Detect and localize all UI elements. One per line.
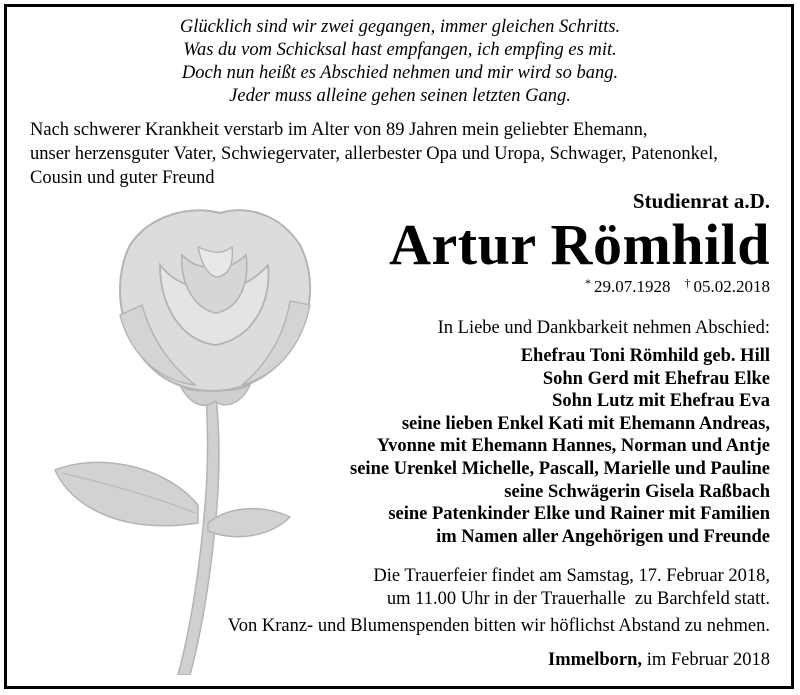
funeral-line: um 11.00 Uhr in der Trauerhalle zu Barchfeld statt. (386, 589, 770, 609)
poem-line: Jeder muss alleine gehen seinen letzten Gang. (229, 86, 571, 106)
mourner-line: seine lieben Enkel Kati mit Ehemann Andreas, (401, 413, 770, 434)
mourner-line: seine Urenkel Michelle, Pascall, Marielle und Pauline (350, 458, 770, 479)
intro-line: unser herzensguter Vater, Schwiegervater, allerbester Opa und Uropa, Schwager, Patenonkel, (30, 144, 718, 164)
farewell-line: In Liebe und Dankbarkeit nehmen Abschied: (437, 318, 770, 338)
poem-line: Was du vom Schicksal hast empfangen, ich empfing es mit. (183, 40, 617, 60)
poem-line: Doch nun heißt es Abschied nehmen und mir wird so bang. (181, 63, 619, 83)
mourner-line: Sohn Lutz mit Ehefrau Eva (552, 391, 770, 412)
mourners-list (350, 345, 770, 548)
death-symbol: † (684, 276, 691, 290)
life-dates (585, 276, 770, 297)
deceased-title: Studienrat a.D. (632, 189, 770, 213)
mourner-line: Yvonne mit Ehemann Hannes, Norman und Antje (376, 436, 770, 457)
funeral-line: Die Trauerfeier findet am Samstag, 17. Februar 2018, (373, 566, 770, 586)
poem (0, 16, 800, 108)
intro-text (30, 118, 790, 190)
rose-leaf-left (55, 462, 198, 525)
death-date: 05.02.2018 (693, 277, 770, 296)
mourner-line: im Namen aller Angehörigen und Freunde (436, 526, 770, 547)
flowers-note: Von Kranz- und Blumenspenden bitten wir höflichst Abstand zu nehmen. (227, 616, 770, 636)
poem-line: Glücklich sind wir zwei gegangen, immer gleichen Schritts. (179, 17, 621, 37)
rose-illustration (10, 205, 400, 675)
intro-line: Cousin und guter Freund (30, 168, 215, 188)
mourner-line: Ehefrau Toni Römhild geb. Hill (520, 346, 770, 366)
rose-stem (178, 395, 219, 675)
mourner-line: seine Schwägerin Gisela Raßbach (504, 481, 770, 502)
birth-date: 29.07.1928 (594, 277, 671, 296)
intro-line: Nach schwerer Krankheit verstarb im Alter von 89 Jahren mein geliebter Ehemann, (30, 120, 648, 140)
rose-leaf-right (208, 509, 290, 537)
place-date-text: im Februar 2018 (642, 650, 770, 670)
place-city: Immelborn, (548, 650, 643, 670)
funeral-info (373, 565, 770, 611)
birth-symbol: * (585, 276, 591, 290)
mourner-line: Sohn Gerd mit Ehefrau Elke (542, 368, 770, 389)
mourner-line: seine Patenkinder Elke und Rainer mit Familien (388, 504, 770, 525)
place-date (548, 650, 770, 671)
deceased-name: Artur Römhild (389, 212, 770, 277)
